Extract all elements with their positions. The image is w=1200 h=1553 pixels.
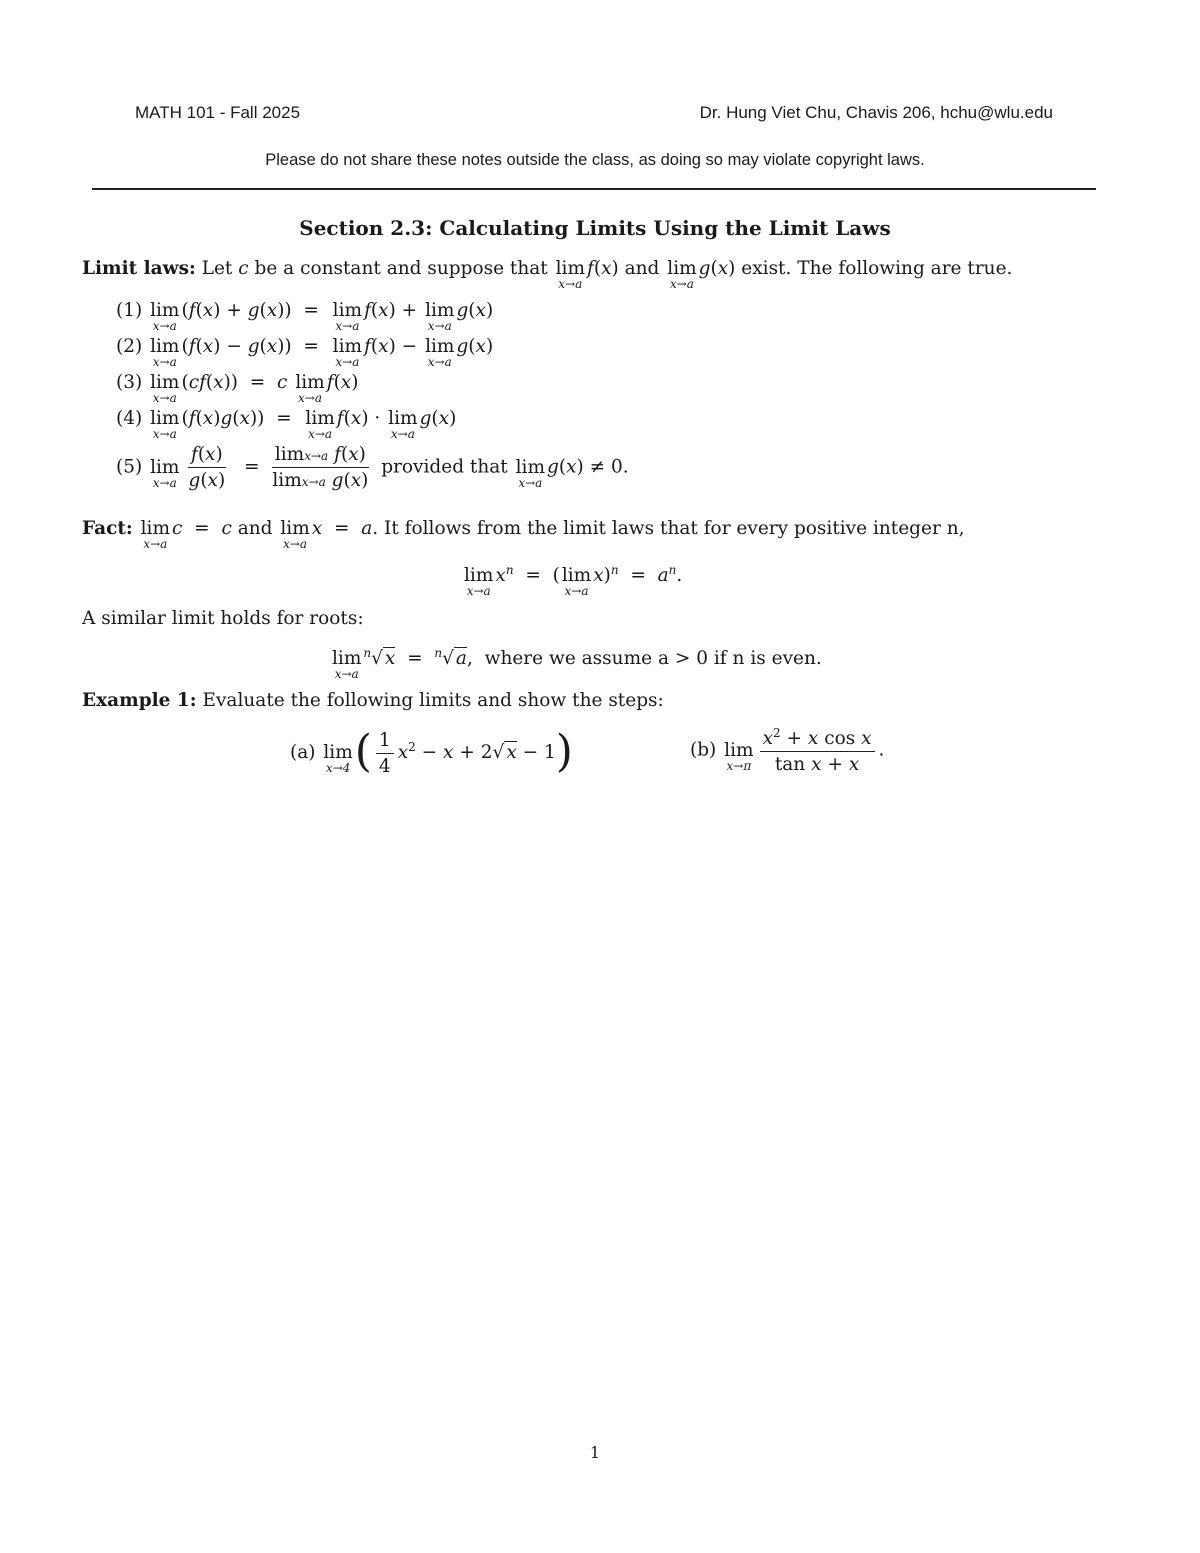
part-a-label: (a)	[290, 742, 316, 763]
example-1-text: Evaluate the following limits and show the steps:	[202, 690, 664, 711]
part-b-label: (b)	[690, 739, 717, 761]
limit-law-4: (4) lim x→a (f(x)g(x)) = lim x→a f(x) · lim x→a g(x)	[116, 408, 457, 441]
fact-line: Fact: lim x→a c = c and lim x→a x = a. It follows from the limit laws that for every positive integer n,	[82, 518, 965, 551]
root-limit-formula: lim x→a $^n$√ x = $^n$√ a, where we assume a > 0 if n is even.	[332, 646, 822, 682]
root-condition: where we assume a > 0 if n is even.	[484, 648, 822, 670]
limit-law-3: (3) lim x→a (cf(x)) = c lim x→a f(x)	[116, 372, 359, 405]
power-limit-formula: lim x→a $x^n$ = ( lim x→a $x)^n = a^n$.	[464, 563, 683, 599]
section-title: Section 2.3: Calculating Limits Using the Limit Laws	[299, 216, 891, 240]
fact-label: Fact:	[82, 518, 133, 539]
limit-law-5: (5) lim x→a $\frac{f(x)}{g(x)}$ = $\frac{\text{limx→a f(x)}}{\text{limx→a g(x)}}$ provided that lim x→a g(x) ≠ 0.	[116, 444, 629, 491]
course-header: MATH 101 - Fall 2025	[135, 103, 301, 122]
roots-intro: A similar limit holds for roots:	[82, 608, 364, 629]
fact-text: It follows from the limit laws that for every positive integer n,	[384, 518, 965, 539]
page-number: 1	[589, 1443, 601, 1462]
limit-law-2: (2) lim x→a (f(x) − g(x)) = lim x→a f(x) − lim x→a g(x)	[116, 336, 494, 369]
header-rule	[92, 188, 1096, 190]
instructor-header: Dr. Hung Viet Chu, Chavis 206, hchu@wlu.edu	[699, 103, 1053, 122]
example-1a: (a) lim x→4 ( $\frac{1}{4}$ $x^2 - x + 2√$ x − 1)	[290, 726, 573, 777]
limit-law-1: (1) lim x→a (f(x) + g(x)) = lim x→a f(x) + lim x→a g(x)	[116, 300, 494, 333]
example-1b: (b) lim x→π $\frac{x^2 + x \cos x}{\text{tan x + x}}$ .	[690, 726, 885, 776]
copyright-notice: Please do not share these notes outside the class, as doing so may violate copyright laws.	[265, 151, 925, 169]
limit-laws-label: Limit laws:	[82, 258, 196, 279]
limit-laws-intro: Limit laws: Let c be a constant and suppose that lim x→a f(x) and lim x→a g(x) exist. The following are true.	[82, 258, 1013, 291]
example-1-label: Example 1:	[82, 690, 197, 711]
example-1-line	[82, 690, 664, 711]
